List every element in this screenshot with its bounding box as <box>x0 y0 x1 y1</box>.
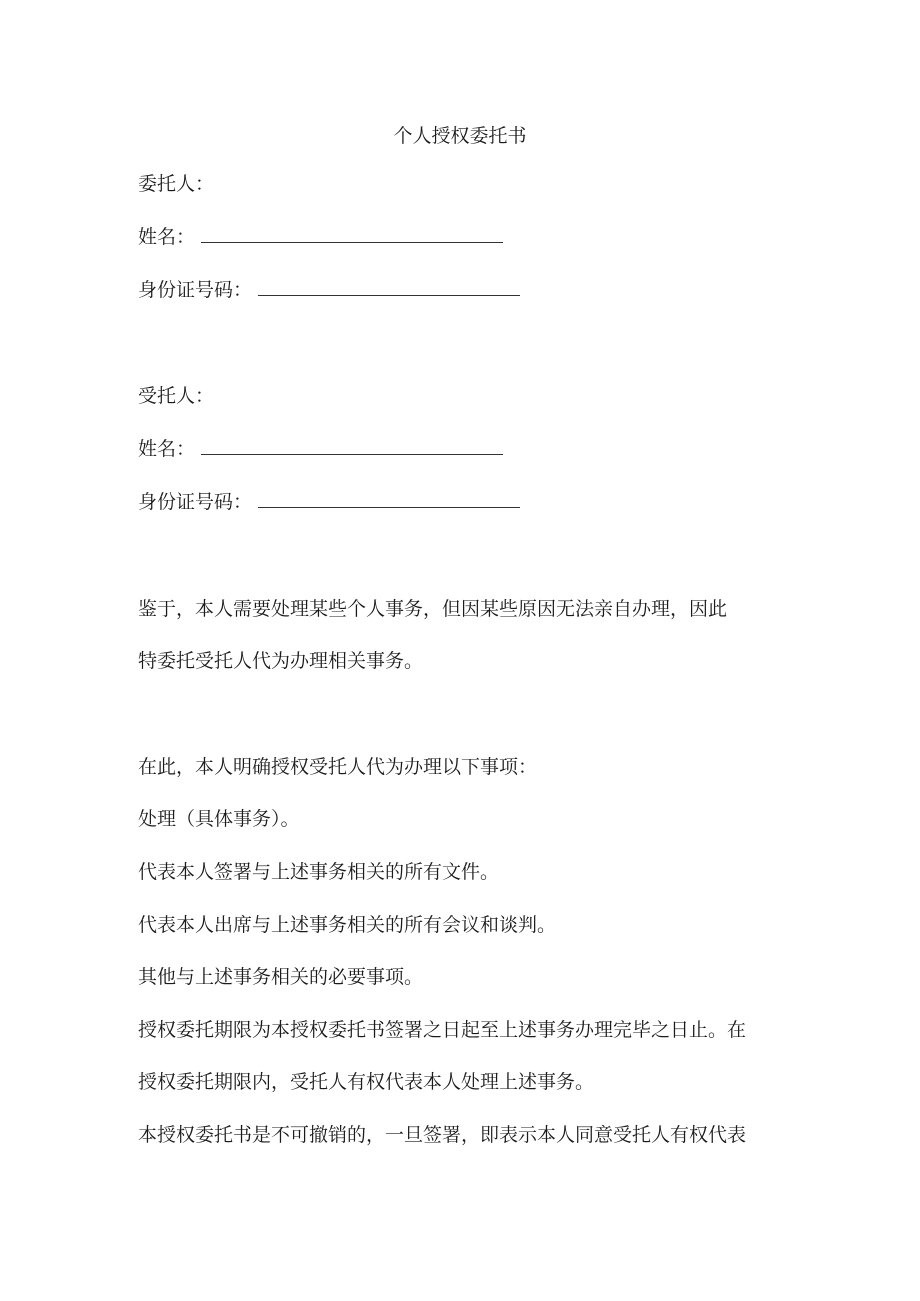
list-item: 其他与上述事务相关的必要事项。 <box>138 966 424 988</box>
agent-name-blank <box>201 436 503 455</box>
agent-heading: 受托人： <box>138 385 215 407</box>
list-item: 处理（具体事务）。 <box>138 808 300 830</box>
body-line: 特委托受托人代为办理相关事务。 <box>138 650 424 672</box>
principal-id-row <box>138 277 520 302</box>
agent-id-blank <box>258 489 520 508</box>
principal-name-row <box>138 224 503 249</box>
principal-name-label: 姓名： <box>138 226 196 248</box>
document-title: 个人授权委托书 <box>393 125 527 147</box>
agent-name-row <box>138 436 503 461</box>
body-line: 授权委托期限内，受托人有权代表本人处理上述事务。 <box>138 1071 595 1093</box>
body-line: 授权委托期限为本授权委托书签署之日起至上述事务办理完毕之日止。在 <box>138 1019 747 1041</box>
principal-id-blank <box>258 277 520 296</box>
list-item: 代表本人签署与上述事务相关的所有文件。 <box>138 861 500 883</box>
principal-id-label: 身份证号码： <box>138 279 253 301</box>
body-line: 本授权委托书是不可撤销的，一旦签署，即表示本人同意受托人有权代表 <box>138 1124 747 1146</box>
principal-heading: 委托人： <box>138 173 215 195</box>
body-line: 在此，本人明确授权受托人代为办理以下事项： <box>138 756 538 778</box>
agent-id-row <box>138 489 520 514</box>
principal-name-blank <box>201 224 503 243</box>
body-line: 鉴于，本人需要处理某些个人事务，但因某些原因无法亲自办理，因此 <box>138 598 728 620</box>
list-item: 代表本人出席与上述事务相关的所有会议和谈判。 <box>138 914 557 936</box>
agent-name-label: 姓名： <box>138 438 196 460</box>
agent-id-label: 身份证号码： <box>138 491 253 513</box>
